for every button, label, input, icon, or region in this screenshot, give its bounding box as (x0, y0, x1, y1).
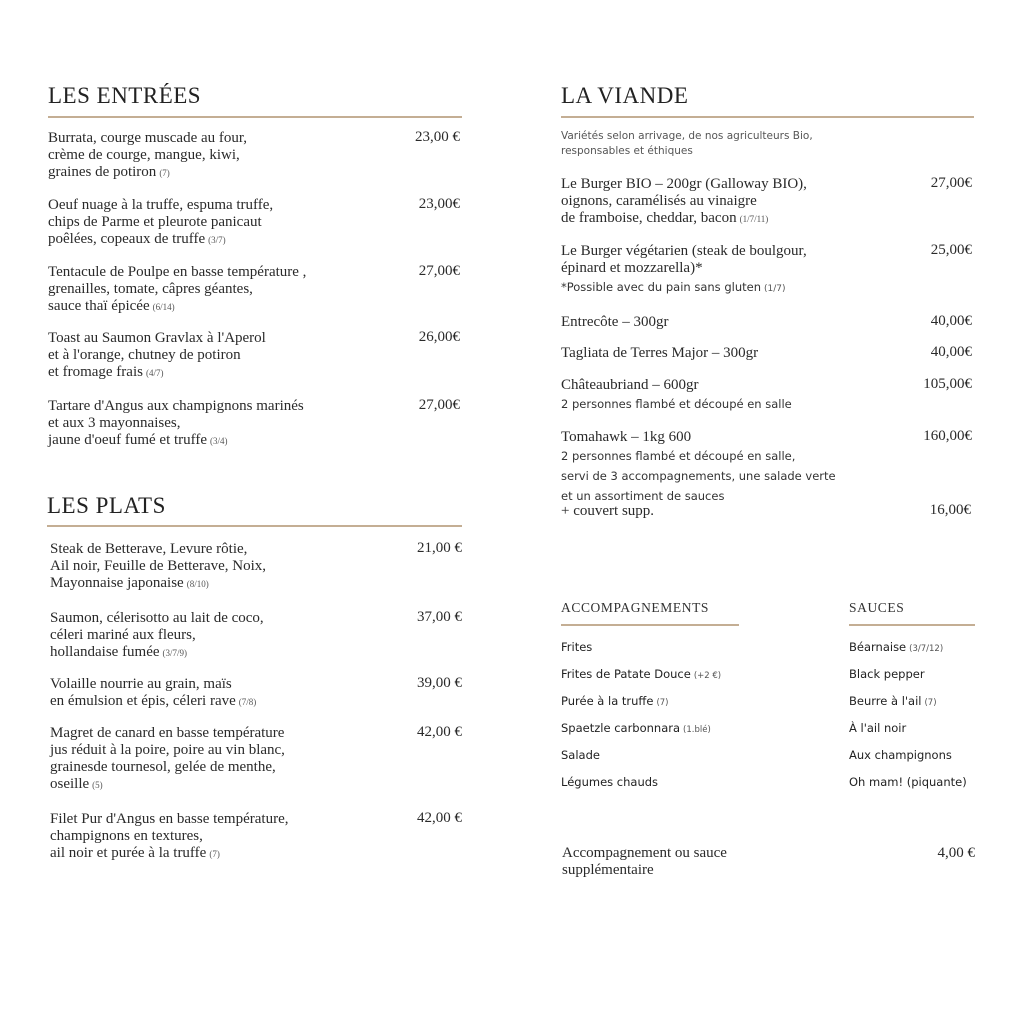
item-price: 40,00€ (930, 344, 972, 360)
divider (561, 624, 739, 626)
menu-item (48, 197, 388, 249)
menu-item (48, 398, 388, 450)
item-price: 23,00 € (415, 129, 460, 145)
item-name-text: Le Burger BIO – 200gr (Galloway BIO), oignons, caramélisés au vinaigre de framboise, cheddar, bacon (561, 176, 807, 226)
menu-item (50, 676, 390, 711)
allergens: (8/10) (186, 579, 209, 589)
item-name-text: Toast au Saumon Gravlax à l'Aperol et à l'orange, chutney de potiron et fromage frais (48, 330, 266, 380)
item-price: 27,00€ (418, 263, 460, 279)
side-item-name: Spaetzle carbonnara (561, 721, 681, 735)
item-name-text: Magret de canard en basse température jus réduit à la poire, poire au vin blanc, grainesde tournesol, gelée de menthe, oseille (50, 725, 285, 792)
item-name (561, 429, 901, 446)
item-price: 39,00 € (417, 675, 462, 691)
item-price: 40,00€ (930, 313, 972, 329)
allergens: (1/7) (763, 284, 786, 294)
side-item (849, 640, 943, 654)
item-name (50, 541, 390, 593)
viande-subtitle: Variétés selon arrivage, de nos agriculteurs Bio, responsables et éthiques (561, 130, 813, 157)
item-price: 26,00€ (418, 329, 460, 345)
item-price: 42,00 € (417, 724, 462, 740)
item-name (50, 811, 390, 863)
item-name (48, 330, 388, 382)
item-note-text: 2 personnes flambé et découpé en salle (561, 397, 792, 411)
item-name-text: Tentacule de Poulpe en basse température , grenailles, tomate, câpres géantes, sauce thaï épicée (48, 264, 307, 314)
side-item (561, 721, 711, 735)
item-price: 21,00 € (417, 540, 462, 556)
item-name (48, 264, 388, 316)
item-name-text: Steak de Betterave, Levure rôtie, Ail noir, Feuille de Betterave, Noix, Mayonnaise japonaise (50, 541, 267, 591)
divider (561, 116, 974, 118)
item-price: 105,00€ (923, 376, 972, 392)
menu-item (48, 264, 388, 316)
menu-item (50, 541, 390, 593)
menu-item (561, 243, 901, 299)
item-name-text: Entrecôte – 300gr (561, 314, 669, 330)
item-note-text: *Possible avec du pain sans gluten (561, 280, 761, 294)
menu-item (561, 345, 901, 362)
allergens: (7) (656, 698, 669, 708)
item-name (50, 610, 390, 662)
item-name (561, 314, 901, 331)
item-note-text: 2 personnes flambé et découpé en salle, servi de 3 accompagnements, une salade verte et un assortiment de sauces (561, 449, 836, 503)
item-note (561, 394, 901, 414)
side-item-name: Salade (561, 748, 600, 762)
allergens: (7) (159, 168, 170, 178)
side-item (849, 775, 967, 789)
allergens: (7) (209, 849, 220, 859)
divider (849, 624, 975, 626)
item-price: 27,00€ (418, 397, 460, 413)
side-item (849, 694, 937, 708)
menu-item (48, 330, 388, 382)
item-name-text: Tomahawk – 1kg 600 (561, 429, 692, 445)
side-item (561, 748, 600, 762)
menu-item (50, 811, 390, 863)
item-price: 23,00€ (418, 196, 460, 212)
allergens: (3/4) (210, 436, 228, 446)
couvert-supp-price: 16,00€ (929, 502, 971, 518)
item-name-text: Tagliata de Terres Major – 300gr (561, 345, 759, 361)
item-name (561, 345, 901, 362)
item-name (50, 725, 390, 794)
menu-item (50, 610, 390, 662)
menu-item (561, 176, 901, 228)
item-price: 25,00€ (930, 242, 972, 258)
item-name (48, 197, 388, 249)
item-note (561, 446, 901, 506)
item-name (561, 176, 901, 228)
item-price: 37,00 € (417, 609, 462, 625)
supplement: Accompagnement ou sauce supplémentaire (562, 845, 727, 878)
menu-item (48, 130, 388, 182)
side-item-name: Purée à la truffe (561, 694, 654, 708)
item-name (561, 377, 901, 394)
divider (47, 525, 462, 527)
item-name-text: Filet Pur d'Angus en basse température, champignons en textures, ail noir et purée à la truffe (50, 811, 289, 861)
item-note (561, 277, 901, 299)
side-item-name: Black pepper (849, 667, 925, 681)
item-name (48, 130, 388, 182)
side-item-name: Aux champignons (849, 748, 952, 762)
section-title-sauces: SAUCES (849, 600, 905, 615)
item-name (561, 243, 901, 277)
section-title-plats: LES PLATS (47, 493, 166, 518)
menu-item (561, 314, 901, 331)
side-item (561, 640, 592, 654)
item-name-text: Oeuf nuage à la truffe, espuma truffe, chips de Parme et pleurote panicaut poêlées, copeaux de truffe (48, 197, 274, 247)
allergens: (3/7/12) (909, 644, 944, 654)
side-item-name: Frites de Patate Douce (561, 667, 691, 681)
allergens: (3/7/9) (162, 648, 188, 658)
side-item (849, 748, 952, 762)
allergens: (4/7) (145, 368, 164, 378)
allergens: (1/7/11) (739, 214, 769, 224)
side-item-name: À l'ail noir (849, 721, 907, 735)
item-price: 42,00 € (417, 810, 462, 826)
allergens: (7/8) (238, 697, 257, 707)
side-item (561, 694, 668, 708)
menu-item (561, 429, 901, 506)
allergens: (+2 €) (693, 671, 722, 681)
item-name-text: Saumon, célerisotto au lait de coco, céleri mariné aux fleurs, hollandaise fumée (50, 610, 264, 660)
item-price: 160,00€ (923, 428, 972, 444)
allergens: (3/7) (208, 235, 226, 245)
side-item (561, 775, 658, 789)
section-title-viande: LA VIANDE (561, 83, 689, 108)
allergens: (7) (924, 698, 937, 708)
side-item (849, 667, 925, 681)
couvert-supp: + couvert supp. (561, 503, 655, 519)
divider (48, 116, 462, 118)
item-name-text: Burrata, courge muscade au four, crème de courge, mangue, kiwi, graines de potiron (48, 130, 248, 180)
item-name (48, 398, 388, 450)
side-item (561, 667, 721, 681)
supplement-price: 4,00 € (937, 845, 975, 861)
item-name-text: Le Burger végétarien (steak de boulgour, épinard et mozzarella)* (561, 243, 807, 276)
section-title-accompagnements: ACCOMPAGNEMENTS (561, 600, 710, 615)
item-name-text: Tartare d'Angus aux champignons marinés et aux 3 mayonnaises, jaune d'oeuf fumé et truffe (48, 398, 304, 448)
allergens: (6/14) (152, 302, 175, 312)
side-item-name: Beurre à l'ail (849, 694, 922, 708)
allergens: (1.blé) (683, 725, 711, 735)
allergens: (5) (92, 780, 103, 790)
side-item-name: Oh mam! (piquante) (849, 775, 967, 789)
item-name-text: Châteaubriand – 600gr (561, 377, 699, 393)
side-item (849, 721, 906, 735)
section-title-entrees: LES ENTRÉES (48, 83, 202, 108)
side-item-name: Légumes chauds (561, 775, 659, 789)
menu-item (50, 725, 390, 794)
side-item-name: Frites (561, 640, 593, 654)
item-name-text: Volaille nourrie au grain, maïs en émulsion et épis, céleri rave (50, 676, 236, 709)
side-item-name: Béarnaise (849, 640, 907, 654)
menu-item (561, 377, 901, 414)
item-name (50, 676, 390, 711)
item-price: 27,00€ (930, 175, 972, 191)
